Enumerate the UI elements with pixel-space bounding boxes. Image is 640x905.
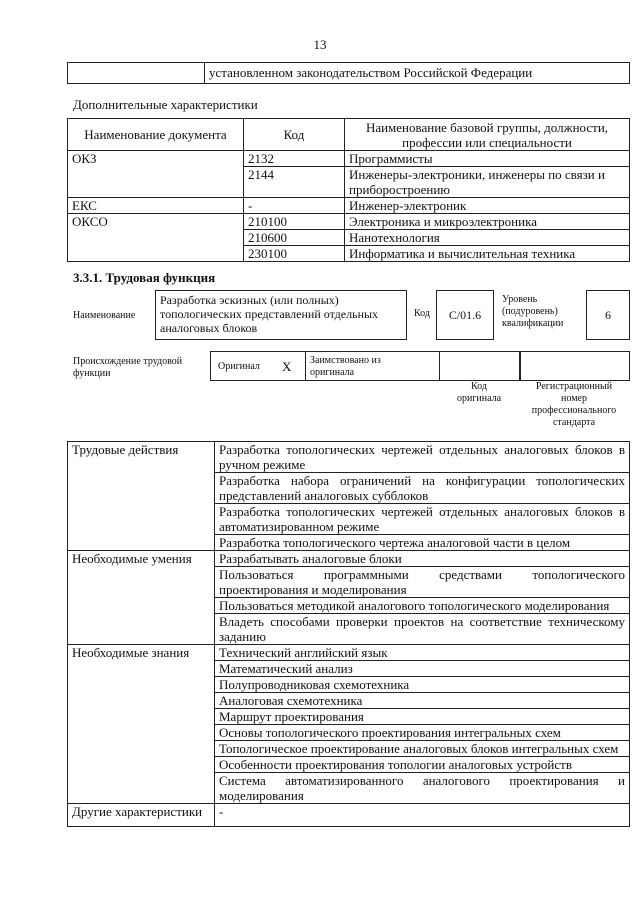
list-item: Разработка топологического чертежа аналоговой части в целом bbox=[215, 535, 630, 551]
reg-number-box bbox=[520, 351, 630, 381]
additional-table bbox=[67, 118, 630, 262]
header-document: Наименование документа bbox=[68, 119, 244, 151]
list-item: Технический английский язык bbox=[215, 645, 630, 661]
doc-cell: ОКСО bbox=[68, 214, 244, 262]
table-row bbox=[68, 442, 630, 473]
list-item: Разработка набора ограничений на конфигурации топологических представлений аналоговых субблоков bbox=[215, 473, 630, 504]
table-row bbox=[68, 551, 630, 567]
list-item: Разработка топологических чертежей отдельных аналоговых блоков в автоматизированном режиме bbox=[215, 504, 630, 535]
table-row bbox=[68, 214, 630, 230]
code-cell: 210600 bbox=[244, 230, 345, 246]
table-row bbox=[68, 804, 630, 827]
original-mark: X bbox=[282, 359, 292, 374]
list-item: Топологическое проектирование аналоговых блоков интегральных схем bbox=[215, 741, 630, 757]
name-cell: Электроника и микроэлектроника bbox=[345, 214, 630, 230]
list-item: Разрабатывать аналоговые блоки bbox=[215, 551, 630, 567]
borrowed-label: Заимствовано из оригинала bbox=[310, 355, 381, 378]
name-cell: Информатика и вычислительная техника bbox=[345, 246, 630, 262]
origin-divider bbox=[305, 351, 306, 381]
code-value: С/01.6 bbox=[448, 308, 482, 322]
list-item: Разработка топологических чертежей отдельных аналоговых блоков в ручном режиме bbox=[215, 442, 630, 473]
code-original-caption: Код оригинала bbox=[456, 381, 502, 404]
list-item: Владеть способами проверки проектов на соответствие техническому заданию bbox=[215, 614, 630, 645]
list-item: Основы топологического проектирования интегральных схем bbox=[215, 725, 630, 741]
code-original-box bbox=[440, 351, 520, 381]
name-cell: Инженер-электроник bbox=[345, 198, 630, 214]
details-table bbox=[67, 441, 630, 827]
top-row-text: установленном законодательством Российской Федерации bbox=[205, 63, 630, 84]
skills-label: Необходимые умения bbox=[68, 551, 215, 645]
original-label: Оригинал bbox=[218, 361, 260, 372]
top-row-table bbox=[67, 62, 630, 84]
page-number: 13 bbox=[313, 37, 327, 52]
top-row-empty-cell bbox=[68, 63, 205, 84]
code-cell: 230100 bbox=[244, 246, 345, 262]
name-cell: Нанотехнология bbox=[345, 230, 630, 246]
additional-heading: Дополнительные характеристики bbox=[73, 97, 258, 112]
list-item: Математический анализ bbox=[215, 661, 630, 677]
code-cell: 2132 bbox=[244, 151, 345, 167]
table-row bbox=[68, 645, 630, 661]
name-cell: Программисты bbox=[345, 151, 630, 167]
knowledge-label: Необходимые знания bbox=[68, 645, 215, 804]
table-row bbox=[68, 151, 630, 167]
table-row bbox=[68, 198, 630, 214]
list-item: Система автоматизированного аналогового проектирования и моделирования bbox=[215, 773, 630, 804]
list-item: Полупроводниковая схемотехника bbox=[215, 677, 630, 693]
origin-label: Происхождение трудовой функции bbox=[73, 356, 183, 379]
code-cell: - bbox=[244, 198, 345, 214]
doc-cell: ОКЗ bbox=[68, 151, 244, 198]
list-item: Пользоваться методикой аналогового топологического моделирования bbox=[215, 598, 630, 614]
name-cell: Инженеры-электроники, инженеры по связи и приборостроению bbox=[345, 167, 630, 198]
reg-number-caption: Регистрационный номер профессионального стандарта bbox=[531, 381, 617, 428]
labor-actions-label: Трудовые действия bbox=[68, 442, 215, 551]
list-item: Пользоваться программными средствами топологического проектирования и моделирования bbox=[215, 567, 630, 598]
header-name: Наименование базовой группы, должности, профессии или специальности bbox=[345, 119, 630, 151]
code-label: Код bbox=[414, 308, 430, 319]
function-name-box bbox=[155, 290, 407, 340]
other-label: Другие характеристики bbox=[68, 804, 215, 827]
name-label: Наименование bbox=[73, 310, 136, 321]
code-cell: 2144 bbox=[244, 167, 345, 198]
list-item: Маршрут проектирования bbox=[215, 709, 630, 725]
other-value: - bbox=[215, 804, 630, 827]
code-cell: 210100 bbox=[244, 214, 345, 230]
level-value: 6 bbox=[605, 308, 611, 322]
doc-cell: ЕКС bbox=[68, 198, 244, 214]
section-title: 3.3.1. Трудовая функция bbox=[73, 270, 216, 285]
function-name-value: Разработка эскизных (или полных) топологических представлений отдельных аналоговых блоков bbox=[160, 293, 379, 335]
level-label: Уровень (подуровень) квалификации bbox=[502, 294, 564, 329]
list-item: Особенности проектирования топологии аналоговых устройств bbox=[215, 757, 630, 773]
level-box bbox=[586, 290, 630, 340]
list-item: Аналоговая схемотехника bbox=[215, 693, 630, 709]
header-code: Код bbox=[244, 119, 345, 151]
code-box bbox=[436, 290, 494, 340]
